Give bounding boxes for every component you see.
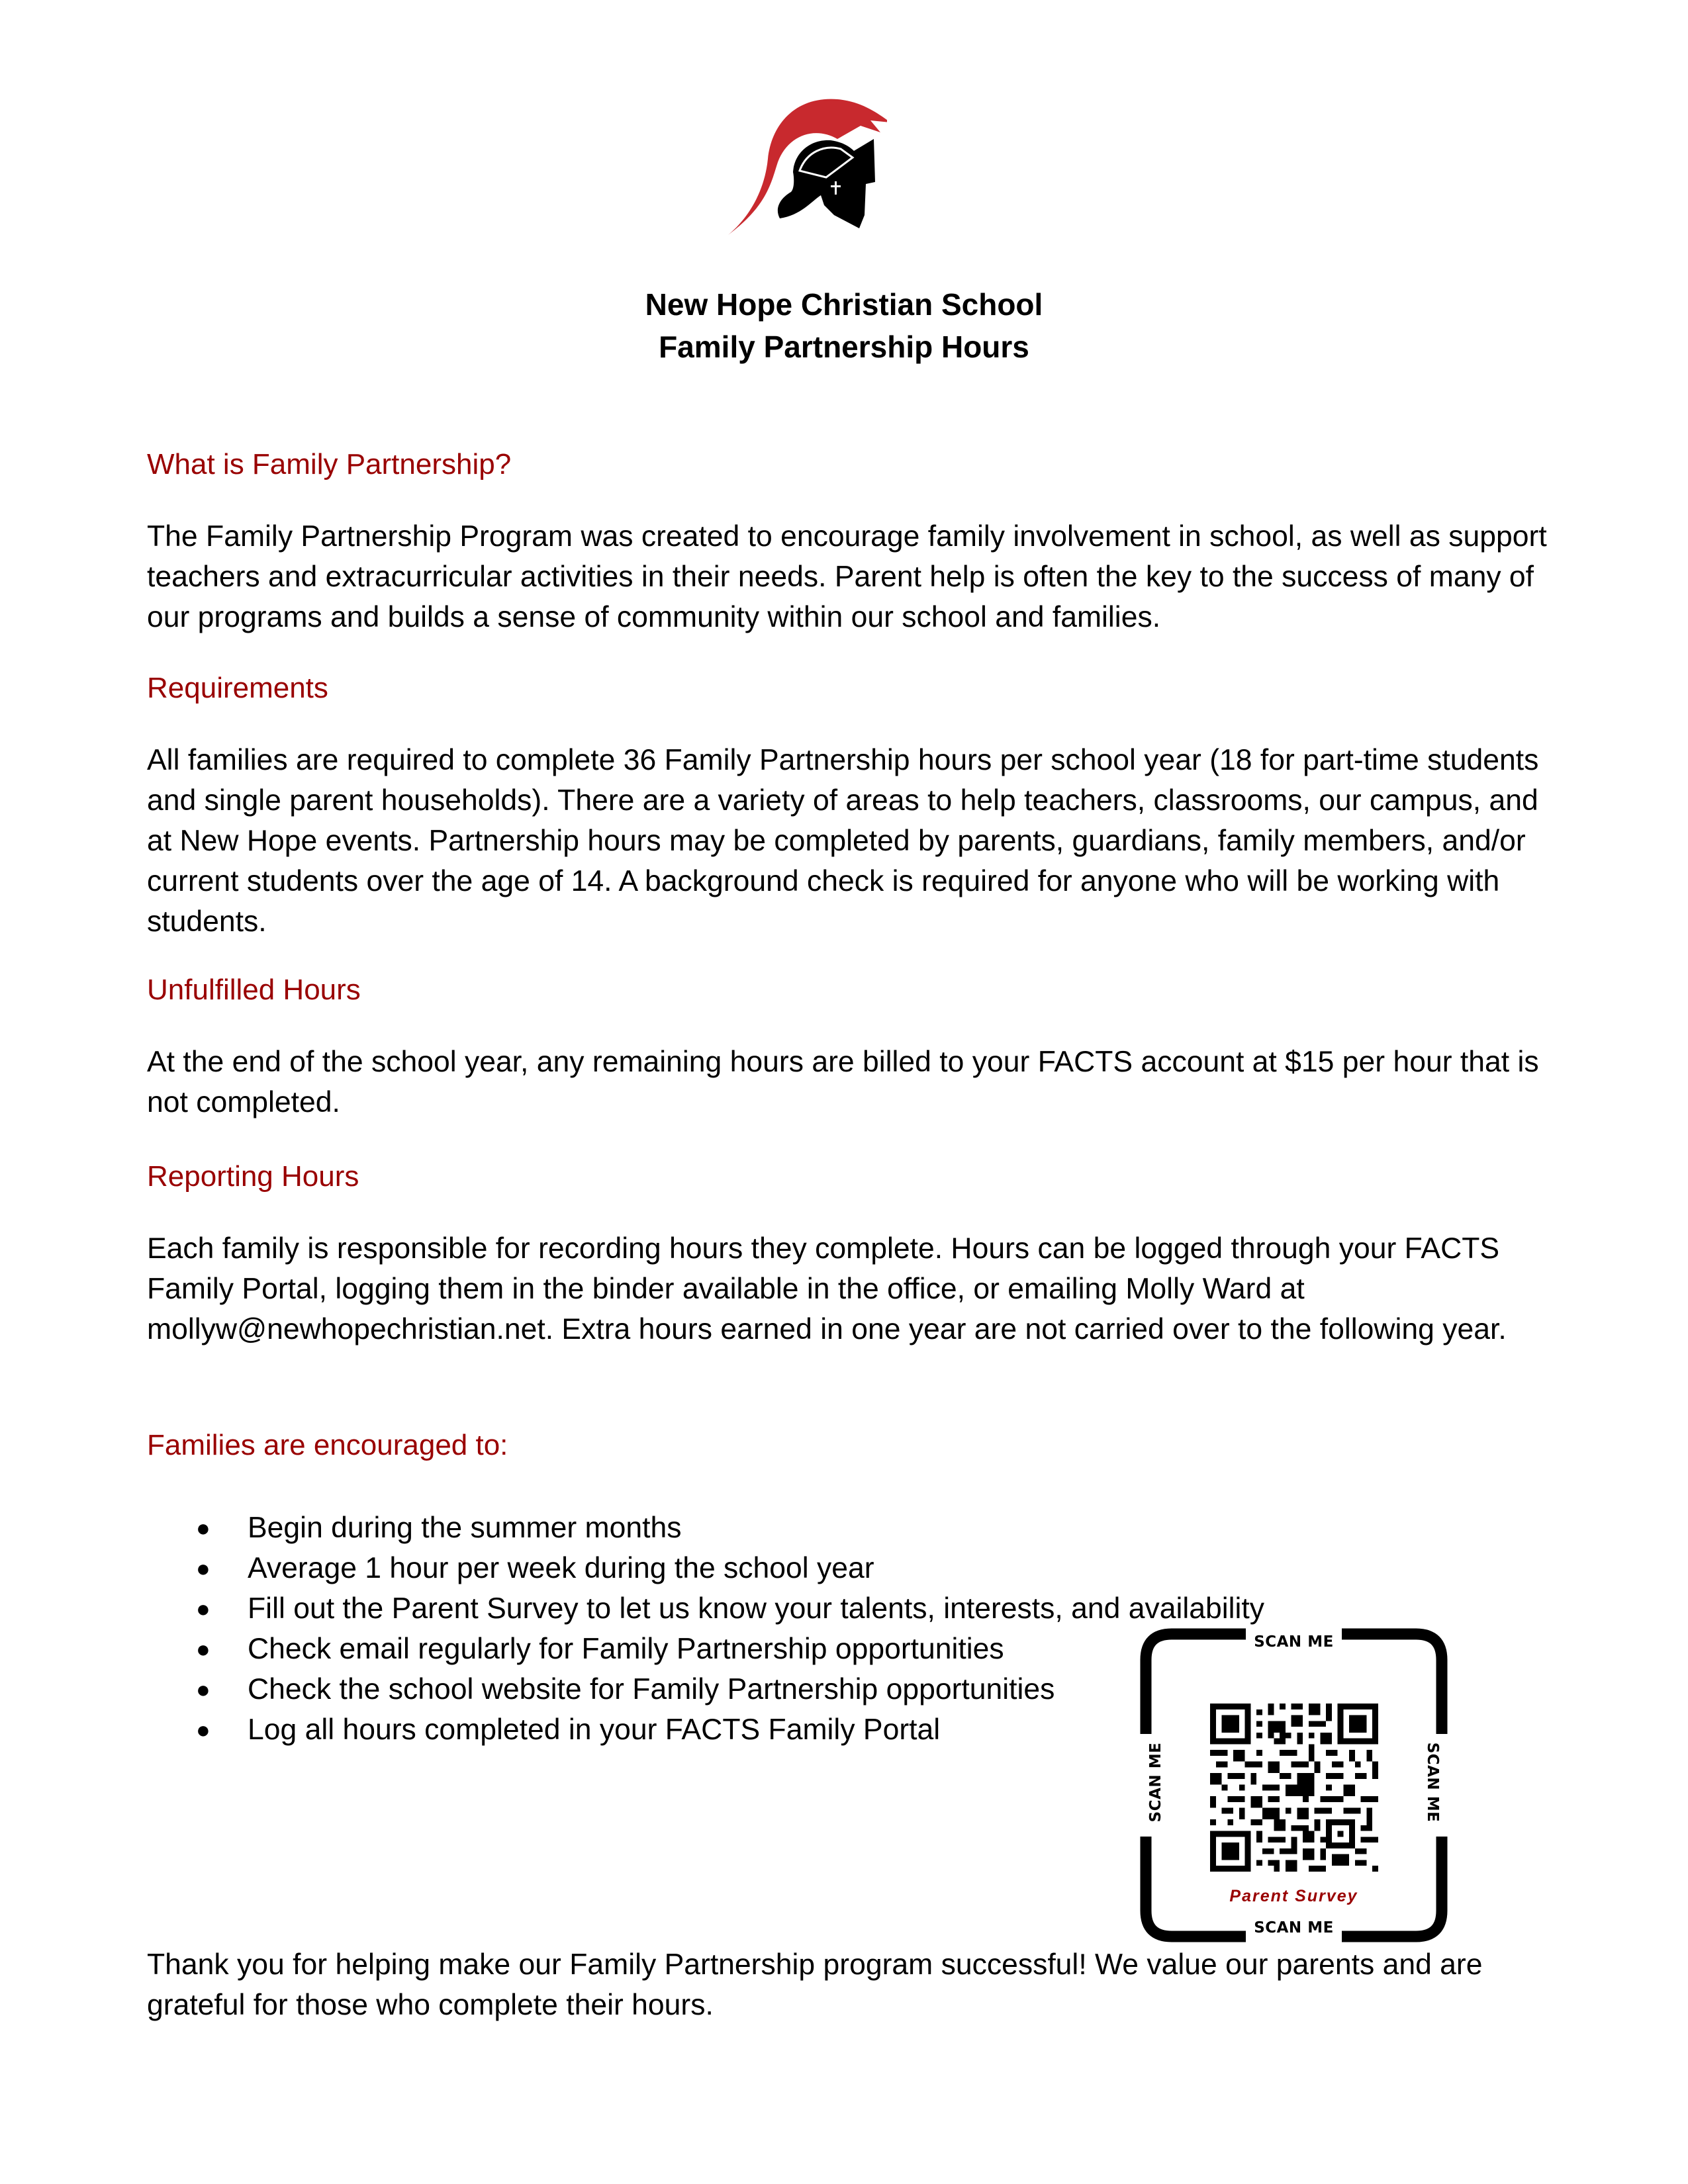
scan-me-label-left: SCAN ME (1147, 1742, 1164, 1823)
section-body-unfulfilled: At the end of the school year, any remaining hours are billed to your FACTS account at $15 per hour that is not completed. (147, 1046, 1539, 1118)
section-heading-encouraged: Families are encouraged to: (147, 1429, 508, 1461)
section-heading-unfulfilled: Unfulfilled Hours (147, 974, 361, 1006)
list-item: ● Log all hours completed in your FACTS Family Portal (147, 1709, 1264, 1750)
bullet-icon: ● (196, 1716, 211, 1743)
section-body-what-is: The Family Partnership Program was created to encourage family involvement in school, as well as support teachers and extracurricular activities in their needs. Parent help is often the key to the success of many of our programs and builds a sense of community within our school and families. (147, 520, 1547, 633)
school-name: New Hope Christian School (645, 287, 1043, 322)
bullet-icon: ● (196, 1595, 211, 1622)
bullet-icon: ● (196, 1555, 211, 1582)
document-title: Family Partnership Hours (659, 330, 1029, 364)
list-item: ● Average 1 hour per week during the school year (147, 1548, 1264, 1588)
school-logo (702, 73, 887, 238)
page-title (0, 283, 1688, 368)
section-body-reporting: Each family is responsible for recording hours they complete. Hours can be logged through your FACTS Family Portal, logging them in the binder available in the office, or emailing Molly Ward at mollyw@newhopechristian.net. Extra hours earned in one year are not carried over to the following year. (147, 1232, 1507, 1345)
qr-code-icon[interactable] (1210, 1704, 1378, 1872)
list-item: ● Check the school website for Family Partnership opportunities (147, 1669, 1264, 1709)
spartan-helmet-icon (702, 73, 887, 238)
qr-code-card[interactable] (1140, 1628, 1448, 1942)
section-heading-reporting: Reporting Hours (147, 1160, 359, 1193)
bullet-icon: ● (196, 1635, 211, 1662)
list-item: ● Begin during the summer months (147, 1508, 1264, 1548)
closing-paragraph: Thank you for helping make our Family Partnership program successful! We value our parents and are grateful for those who complete their hours. (147, 1948, 1483, 2021)
list-item: ● Fill out the Parent Survey to let us know your talents, interests, and availability (147, 1588, 1264, 1629)
section-heading-requirements: Requirements (147, 672, 328, 704)
section-body-requirements: All families are required to complete 36 Family Partnership hours per school year (18 for part-time students and single parent households). There are a variety of areas to help teachers, classrooms, our campus, and at New Hope events. Partnership hours may be completed by parents, guardians, family members, and/or current students over the age of 14. A background check is required for anyone who will be working with students. (147, 744, 1539, 938)
qr-caption: Parent Survey (1229, 1887, 1358, 1905)
section-heading-what-is: What is Family Partnership? (147, 448, 512, 480)
scan-me-label-bottom: SCAN ME (1254, 1919, 1334, 1936)
encouraged-list (147, 1508, 1264, 1750)
list-item: ● Check email regularly for Family Partnership opportunities (147, 1629, 1264, 1669)
scan-me-label-right: SCAN ME (1424, 1742, 1441, 1823)
scan-me-label-top: SCAN ME (1254, 1633, 1334, 1651)
bullet-icon: ● (196, 1514, 211, 1541)
bullet-icon: ● (196, 1676, 211, 1703)
